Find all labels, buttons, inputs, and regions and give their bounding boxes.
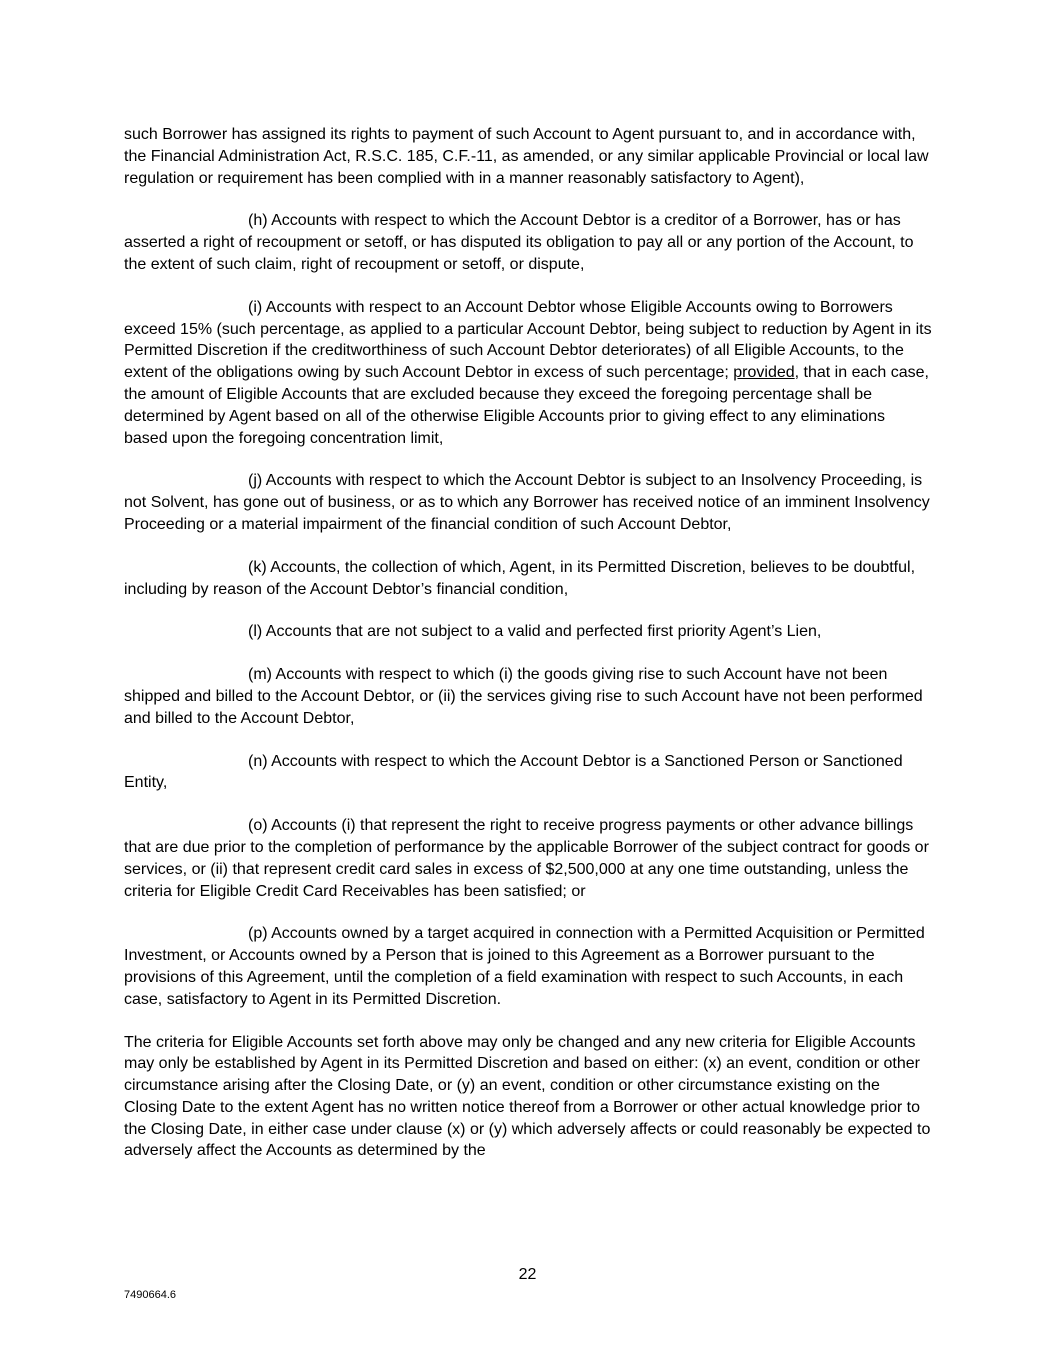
clause-k: (k) Accounts, the collection of which, Agent, in its Permitted Discretion, believes to be doubtful, including by reason of the Account Debtor’s financial condition, [124, 558, 916, 598]
clause-h: (h) Accounts with respect to which the Account Debtor is a creditor of a Borrower, has or has asserted a right of recoupment or setoff, or has disputed its obligation to pay all or any portion of the Account, to the extent of such claim, right of recoupment or setoff, or dispute, [124, 212, 914, 273]
clause-i-text-1: (i) Accounts with respect to an Account Debtor whose Eligible Accounts owing to Borrowers exceed 15% (such percentage, as applied to a particular Account Debtor, being subject to reduction by Agent in its Permitted Discretion if the creditworthiness of such Account Debtor deteriorates) of all Eligible Accounts, to the extent of the obligations owing by such Account Debtor in excess of such percentage; [124, 298, 932, 382]
provided-term: provided [733, 364, 795, 382]
closing-paragraph: The criteria for Eligible Accounts set forth above may only be changed and any new criteria for Eligible Accounts may only be established by Agent in its Permitted Discretion and based on either: (x) an event, condition or other circumstance arising after the Closing Date, or (y) an event, condition or other circumstance existing on the Closing Date to the extent Agent has no written notice thereof from a Borrower or other actual knowledge prior to the Closing Date, in either case under clause (x) or (y) which adversely affects or could reasonably be expected to adversely affect the Accounts as determined by the [124, 1033, 931, 1160]
clause-i-text-2: , that in each case, the amount of Eligible Accounts that are excluded because they exceed the foregoing percentage shall be determined by Agent based on all of the otherwise Eligible Accounts prior to giving effect to any eliminations based upon the foregoing concentration limit, [124, 364, 929, 447]
page-number: 22 [518, 1266, 537, 1283]
clause-m: (m) Accounts with respect to which (i) the goods giving rise to such Account have not been shipped and billed to the Account Debtor, or (ii) the services giving rise to such Account have not been performed and billed to the Account Debtor, [124, 666, 923, 727]
document-id: 7490664.6 [124, 1289, 176, 1301]
clause-o: (o) Accounts (i) that represent the right to receive progress payments or other advance billings that are due prior to the completion of performance by the applicable Borrower of the subject contract for goods or services, or (ii) that represent credit card sales in excess of $2,500,000 at any one time outstanding, unless the criteria for Eligible Credit Card Receivables has been satisfied; or [124, 817, 929, 900]
document-body [124, 124, 932, 1183]
clause-j: (j) Accounts with respect to which the Account Debtor is subject to an Insolvency Proceeding, is not Solvent, has gone out of business, or as to which any Borrower has received notice of an imminent Insolvency Proceeding or a material impairment of the financial condition of such Account Debtor, [124, 472, 930, 533]
clause-i [124, 297, 932, 450]
clause-p: (p) Accounts owned by a target acquired in connection with a Permitted Acquisition or Permitted Investment, or Accounts owned by a Person that is joined to this Agreement as a Borrower pursuant to the provisions of this Agreement, until the completion of a field examination with respect to such Accounts, in each case, satisfactory to Agent in its Permitted Discretion. [124, 925, 925, 1008]
clause-l: (l) Accounts that are not subject to a valid and perfected first priority Agent’s Lien, [248, 623, 822, 641]
continuation-paragraph: such Borrower has assigned its rights to payment of such Account to Agent pursuant to, and in accordance with, the Financial Administration Act, R.S.C. 185, C.F.-11, as amended, or any similar applicable Provincial or local law regulation or requirement has been complied with in a manner reasonably satisfactory to Agent), [124, 126, 929, 187]
clause-n: (n) Accounts with respect to which the Account Debtor is a Sanctioned Person or Sanctioned Entity, [124, 752, 903, 792]
